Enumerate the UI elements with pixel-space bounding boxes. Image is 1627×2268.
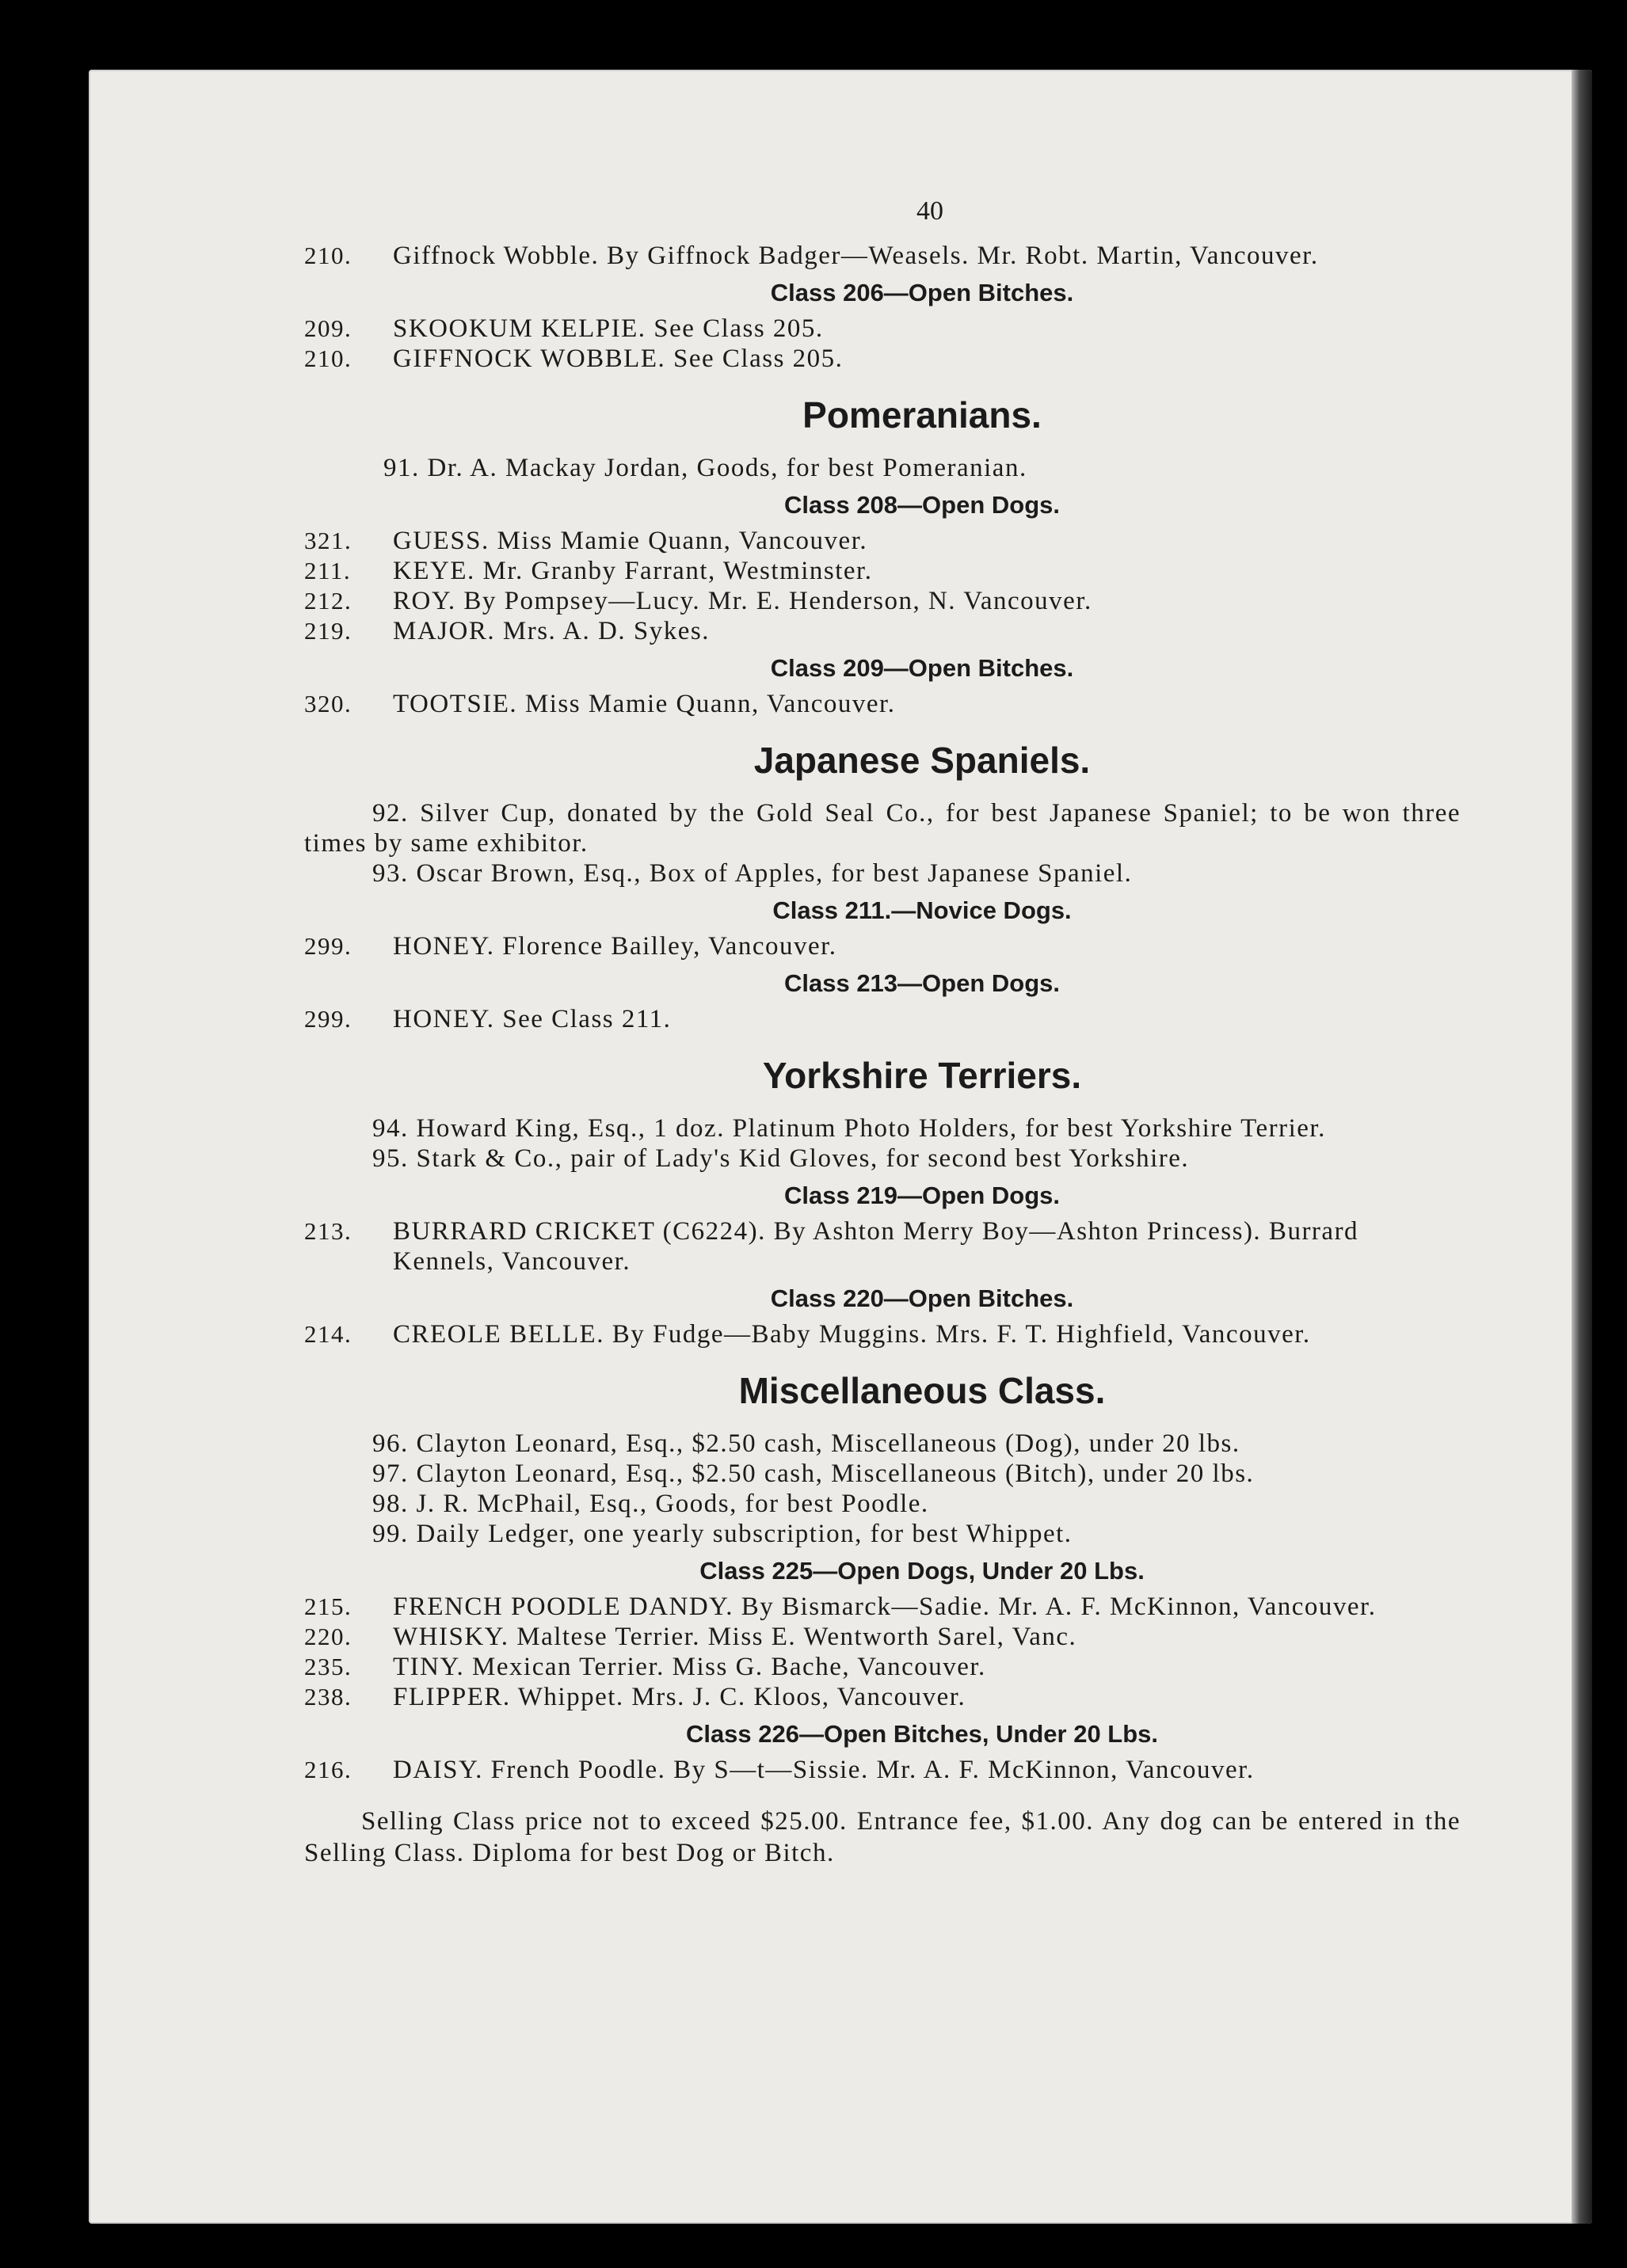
entry-text: GUESS. Miss Mamie Quann, Vancouver.	[393, 527, 868, 555]
prize-paragraph: 93. Oscar Brown, Esq., Box of Apples, for best Japanese Spaniel.	[372, 859, 1133, 888]
entry-row	[304, 1216, 1461, 1277]
entry-number: 209.	[304, 314, 352, 342]
entry-number: 320.	[304, 690, 352, 717]
entry-number: 235.	[304, 1653, 352, 1680]
entry-text: FRENCH POODLE DANDY. By Bismarck—Sadie. Mr. A. F. McKinnon, Vancouver.	[393, 1593, 1377, 1621]
class-heading: Class 219—Open Dogs.	[783, 1182, 1060, 1209]
section-title: Yorkshire Terriers.	[762, 1055, 1082, 1096]
class-heading: Class 211.—Novice Dogs.	[772, 896, 1072, 924]
entry-text: Giffnock Wobble. By Giffnock Badger—Weasels. Mr. Robt. Martin, Vancouver.	[393, 242, 1319, 270]
prize-paragraph: 91. Dr. A. Mackay Jordan, Goods, for best Pomeranian.	[383, 454, 1027, 482]
prize-paragraph: 95. Stark & Co., pair of Lady's Kid Gloves, for second best Yorkshire.	[372, 1144, 1190, 1173]
entry-text: WHISKY. Maltese Terrier. Miss E. Wentworth Sarel, Vanc.	[393, 1623, 1077, 1651]
entry-number: 299.	[304, 932, 352, 960]
page-content	[304, 196, 1461, 1895]
class-heading: Class 208—Open Dogs.	[783, 491, 1060, 519]
entry-text: HONEY. See Class 211.	[393, 1005, 672, 1033]
class-heading: Class 225—Open Dogs, Under 20 Lbs.	[699, 1557, 1145, 1585]
prize-paragraph: 96. Clayton Leonard, Esq., $2.50 cash, Miscellaneous (Dog), under 20 lbs.	[372, 1429, 1240, 1458]
class-heading: Class 226—Open Bitches, Under 20 Lbs.	[685, 1720, 1159, 1748]
entry-row	[304, 1004, 1461, 1034]
prize-paragraph: 97. Clayton Leonard, Esq., $2.50 cash, Miscellaneous (Bitch), under 20 lbs.	[372, 1459, 1255, 1488]
entry-row	[304, 689, 1461, 719]
prize-paragraph: 98. J. R. McPhail, Esq., Goods, for best Poodle.	[372, 1490, 929, 1518]
entry-row	[304, 1622, 1461, 1652]
entry-number: 210.	[304, 344, 352, 372]
entry-number: 321.	[304, 527, 352, 554]
entry-row	[304, 526, 1461, 556]
entry-text: DAISY. French Poodle. By S—t—Sissie. Mr. A. F. McKinnon, Vancouver.	[393, 1756, 1255, 1784]
entry-text: MAJOR. Mrs. A. D. Sykes.	[393, 617, 710, 645]
entry-number: 212.	[304, 587, 352, 615]
entry-number: 211.	[304, 557, 352, 584]
prize-paragraph: 99. Daily Ledger, one yearly subscription, for best Whippet.	[372, 1520, 1073, 1548]
entry-number: 299.	[304, 1005, 352, 1033]
entry-number: 238.	[304, 1683, 352, 1711]
entry-row	[304, 314, 1461, 344]
entry-text: HONEY. Florence Bailley, Vancouver.	[393, 932, 837, 961]
entry-row	[304, 586, 1461, 616]
class-heading: Class 209—Open Bitches.	[770, 654, 1074, 682]
class-heading: Class 213—Open Dogs.	[783, 969, 1060, 997]
prize-paragraph: 94. Howard King, Esq., 1 doz. Platinum Photo Holders, for best Yorkshire Terrier.	[372, 1114, 1326, 1143]
entry-row	[304, 1755, 1461, 1785]
document-page	[89, 70, 1592, 2224]
entry-number: 213.	[304, 1217, 352, 1245]
class-heading: Class 220—Open Bitches.	[770, 1284, 1074, 1312]
entry-number: 216.	[304, 1756, 352, 1783]
entry-text: GIFFNOCK WOBBLE. See Class 205.	[393, 344, 844, 373]
entry-number: 210.	[304, 242, 352, 269]
section-title: Japanese Spaniels.	[753, 740, 1091, 781]
entry-number: 219.	[304, 617, 352, 645]
page-number: 40	[916, 196, 943, 226]
entry-row	[304, 241, 1461, 271]
entry-number: 215.	[304, 1593, 352, 1620]
entry-row	[304, 556, 1461, 586]
entry-text: ROY. By Pompsey—Lucy. Mr. E. Henderson, N. Vancouver.	[393, 587, 1092, 615]
section-title: Miscellaneous Class.	[738, 1370, 1106, 1411]
entry-row	[304, 931, 1461, 961]
entry-text: KEYE. Mr. Granby Farrant, Westminster.	[393, 557, 873, 585]
entry-text: FLIPPER. Whippet. Mrs. J. C. Kloos, Vancouver.	[393, 1683, 966, 1711]
entry-text: CREOLE BELLE. By Fudge—Baby Muggins. Mrs. F. T. Highfield, Vancouver.	[393, 1320, 1311, 1349]
entry-text: SKOOKUM KELPIE. See Class 205.	[393, 314, 824, 343]
entry-number: 220.	[304, 1623, 352, 1650]
entry-text: TINY. Mexican Terrier. Miss G. Bache, Vancouver.	[393, 1653, 986, 1681]
entry-number: 214.	[304, 1320, 352, 1348]
class-heading: Class 206—Open Bitches.	[770, 279, 1074, 306]
prize-paragraph: 92. Silver Cup, donated by the Gold Seal Co., for best Japanese Spaniel; to be won three times by same exhibitor.	[304, 799, 1461, 858]
entry-row	[304, 344, 1461, 374]
entry-row	[304, 1652, 1461, 1682]
entry-text: TOOTSIE. Miss Mamie Quann, Vancouver.	[393, 690, 896, 718]
entry-text: BURRARD CRICKET (C6224). By Ashton Merry Boy—Ashton Princess). Burrard Kennels, Vancouver.	[393, 1217, 1359, 1276]
entry-row	[304, 1319, 1461, 1349]
entry-row	[304, 616, 1461, 646]
section-title: Pomeranians.	[802, 394, 1042, 436]
book-spine-shadow	[1572, 70, 1592, 2224]
entry-row	[304, 1592, 1461, 1622]
entry-row	[304, 1682, 1461, 1712]
selling-class-note: Selling Class price not to exceed $25.00. Entrance fee, $1.00. Any dog can be entered in the Selling Class. Diploma for best Dog or Bitch.	[304, 1807, 1461, 1867]
